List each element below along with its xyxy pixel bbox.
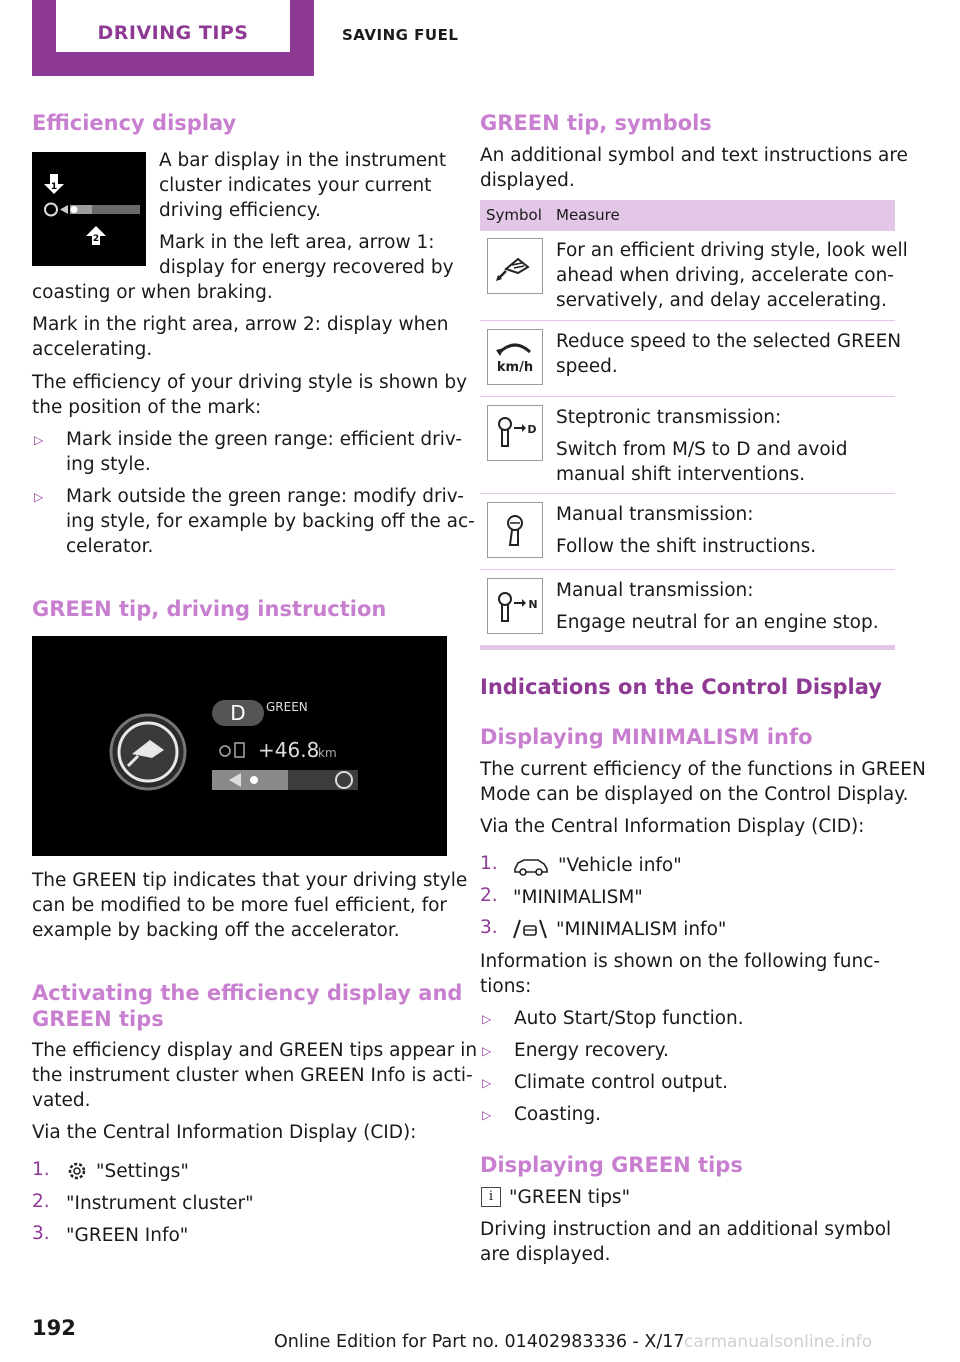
row-divider — [480, 493, 895, 494]
bullet-triangle-icon: ▷ — [34, 433, 44, 447]
header-measure: Measure — [556, 206, 620, 224]
bullet-line: Coasting. — [514, 1104, 601, 1125]
row-measure: For an efficient driving style, look well — [556, 240, 908, 261]
efficiency-line: driving efficiency. — [159, 200, 321, 221]
bullet-line: ing style. — [66, 454, 151, 475]
row-measure: Follow the shift instructions. — [556, 536, 817, 557]
efficiency-line: Mark in the right area, arrow 2: display when — [32, 314, 449, 335]
reduce-speed-icon — [487, 329, 543, 385]
table-header — [480, 200, 895, 231]
d-label: D — [527, 423, 537, 436]
row-measure: Reduce speed to the selected GREEN — [556, 331, 902, 352]
efficient-driving-shoe-icon — [487, 238, 543, 294]
arrow1-label: 1 — [50, 182, 58, 192]
efficiency-line: The efficiency of your driving style is shown by — [32, 372, 468, 393]
step-number: 1. — [480, 853, 498, 874]
bullet-triangle-icon: ▷ — [482, 1044, 492, 1058]
header-symbol: Symbol — [486, 206, 542, 224]
step-number: 2. — [32, 1191, 50, 1212]
displaying-tips-title: Displaying GREEN tips — [480, 1153, 743, 1177]
bullet-triangle-icon: ▷ — [482, 1012, 492, 1026]
table-bottom-rule — [480, 645, 895, 650]
bullet-line: Auto Start/Stop function. — [514, 1008, 744, 1029]
subsection-label: SAVING FUEL — [342, 26, 459, 44]
activating-title: GREEN tips — [32, 1007, 164, 1031]
efficiency-line: cluster indicates your current — [159, 175, 432, 196]
efficiency-line: Mark in the left area, arrow 1: — [159, 232, 435, 253]
step-number: 1. — [32, 1159, 50, 1180]
info-icon: i — [481, 1187, 501, 1207]
tips-line: are displayed. — [480, 1244, 611, 1265]
green-tip-line: example by backing off the accelerator. — [32, 920, 400, 941]
range-value: +46.8 — [258, 738, 320, 762]
fuel-icon — [235, 743, 244, 757]
green-tip-title: GREEN tip, driving instruction — [32, 597, 387, 621]
tips-line: Driving instruction and an additional symbol — [480, 1219, 892, 1240]
minimalism-info-line: Information is shown on the following func- — [480, 951, 881, 972]
efficiency-line: accelerating. — [32, 339, 153, 360]
road-car-icon — [512, 918, 548, 940]
section-tab-label: DRIVING TIPS — [56, 0, 290, 52]
efficiency-line: display for energy recovered by — [159, 257, 454, 278]
row-measure: Engage neutral for an engine stop. — [556, 612, 879, 633]
row-measure: manual shift interventions. — [556, 464, 806, 485]
bullet-line: Mark inside the green range: efficient driv- — [66, 429, 463, 450]
step-number: 3. — [32, 1223, 50, 1244]
gear-lever-icon — [487, 502, 543, 558]
minimalism-line: Mode can be displayed on the Control Display. — [480, 784, 909, 805]
efficiency-line: the position of the mark: — [32, 397, 262, 418]
bullet-line: Mark outside the green range: modify driv- — [66, 486, 464, 507]
step-text: "Instrument cluster" — [66, 1193, 254, 1214]
watermark-text: carmanualsonline.info — [684, 1332, 873, 1352]
row-divider — [480, 569, 895, 570]
activating-line: Via the Central Information Display (CID): — [32, 1122, 417, 1143]
activating-line: The efficiency display and GREEN tips appear in — [32, 1040, 478, 1061]
bullet-triangle-icon: ▷ — [34, 490, 44, 504]
row-measure: speed. — [556, 356, 618, 377]
bullet-line: celerator. — [66, 536, 154, 557]
symbols-line: displayed. — [480, 170, 575, 191]
row-measure: Switch from M/S to D and avoid — [556, 439, 848, 460]
instrument-cluster-image — [32, 636, 447, 856]
control-display-title: Indications on the Control Display — [480, 675, 882, 699]
minimalism-line: Via the Central Information Display (CID): — [480, 816, 865, 837]
settings-icon — [66, 1160, 88, 1182]
efficiency-title: Efficiency display — [32, 111, 237, 135]
activating-title: Activating the efficiency display and — [32, 981, 463, 1005]
row-measure: ahead when driving, accelerate con- — [556, 265, 894, 286]
efficiency-line: coasting or when braking. — [32, 282, 273, 303]
row-measure: Manual transmission: — [556, 504, 754, 525]
step-text: "MINIMALISM" — [513, 887, 643, 908]
step-text: "GREEN Info" — [66, 1225, 189, 1246]
activating-line: the instrument cluster when GREEN Info is acti- — [32, 1065, 473, 1086]
green-mode-label: GREEN — [266, 700, 308, 714]
page-number: 192 — [32, 1316, 76, 1340]
bullet-triangle-icon: ▷ — [482, 1076, 492, 1090]
arrow2-label: 2 — [92, 234, 100, 244]
step-number: 2. — [480, 885, 498, 906]
row-divider — [480, 320, 895, 321]
step-number: 3. — [480, 917, 498, 938]
gear-indicator: D — [230, 701, 246, 725]
efficiency-line: A bar display in the instrument — [159, 150, 447, 171]
steptronic-d-icon — [487, 405, 543, 461]
bullet-line: Climate control output. — [514, 1072, 728, 1093]
row-measure: Steptronic transmission: — [556, 407, 782, 428]
kmh-label: km/h — [496, 360, 534, 375]
bullet-line: ing style, for example by backing off the ac- — [66, 511, 475, 532]
step-text: "Settings" — [96, 1161, 189, 1182]
range-unit: km — [318, 746, 337, 760]
green-tip-line: The GREEN tip indicates that your driving style — [32, 870, 468, 891]
tips-option: "GREEN tips" — [509, 1187, 631, 1208]
step-text: "MINIMALISM info" — [556, 919, 727, 940]
bullet-line: Energy recovery. — [514, 1040, 669, 1061]
symbols-line: An additional symbol and text instructions are — [480, 145, 908, 166]
symbols-title: GREEN tip, symbols — [480, 111, 712, 135]
car-icon — [512, 855, 550, 877]
row-measure: Manual transmission: — [556, 580, 754, 601]
edition-text: Online Edition for Part no. 01402983336 - X/17 — [274, 1332, 685, 1352]
minimalism-line: The current efficiency of the functions in GREEN — [480, 759, 926, 780]
minimalism-info-line: tions: — [480, 976, 532, 997]
efficiency-bar-image — [32, 152, 146, 266]
neutral-n-icon — [487, 578, 543, 634]
bullet-triangle-icon: ▷ — [482, 1108, 492, 1122]
row-measure: servatively, and delay accelerating. — [556, 290, 887, 311]
green-tip-line: can be modified to be more fuel efficient, for — [32, 895, 448, 916]
row-divider — [480, 396, 895, 397]
minimalism-title: Displaying MINIMALISM info — [480, 725, 813, 749]
step-text: "Vehicle info" — [558, 855, 682, 876]
activating-line: vated. — [32, 1090, 91, 1111]
n-label: N — [528, 598, 538, 611]
